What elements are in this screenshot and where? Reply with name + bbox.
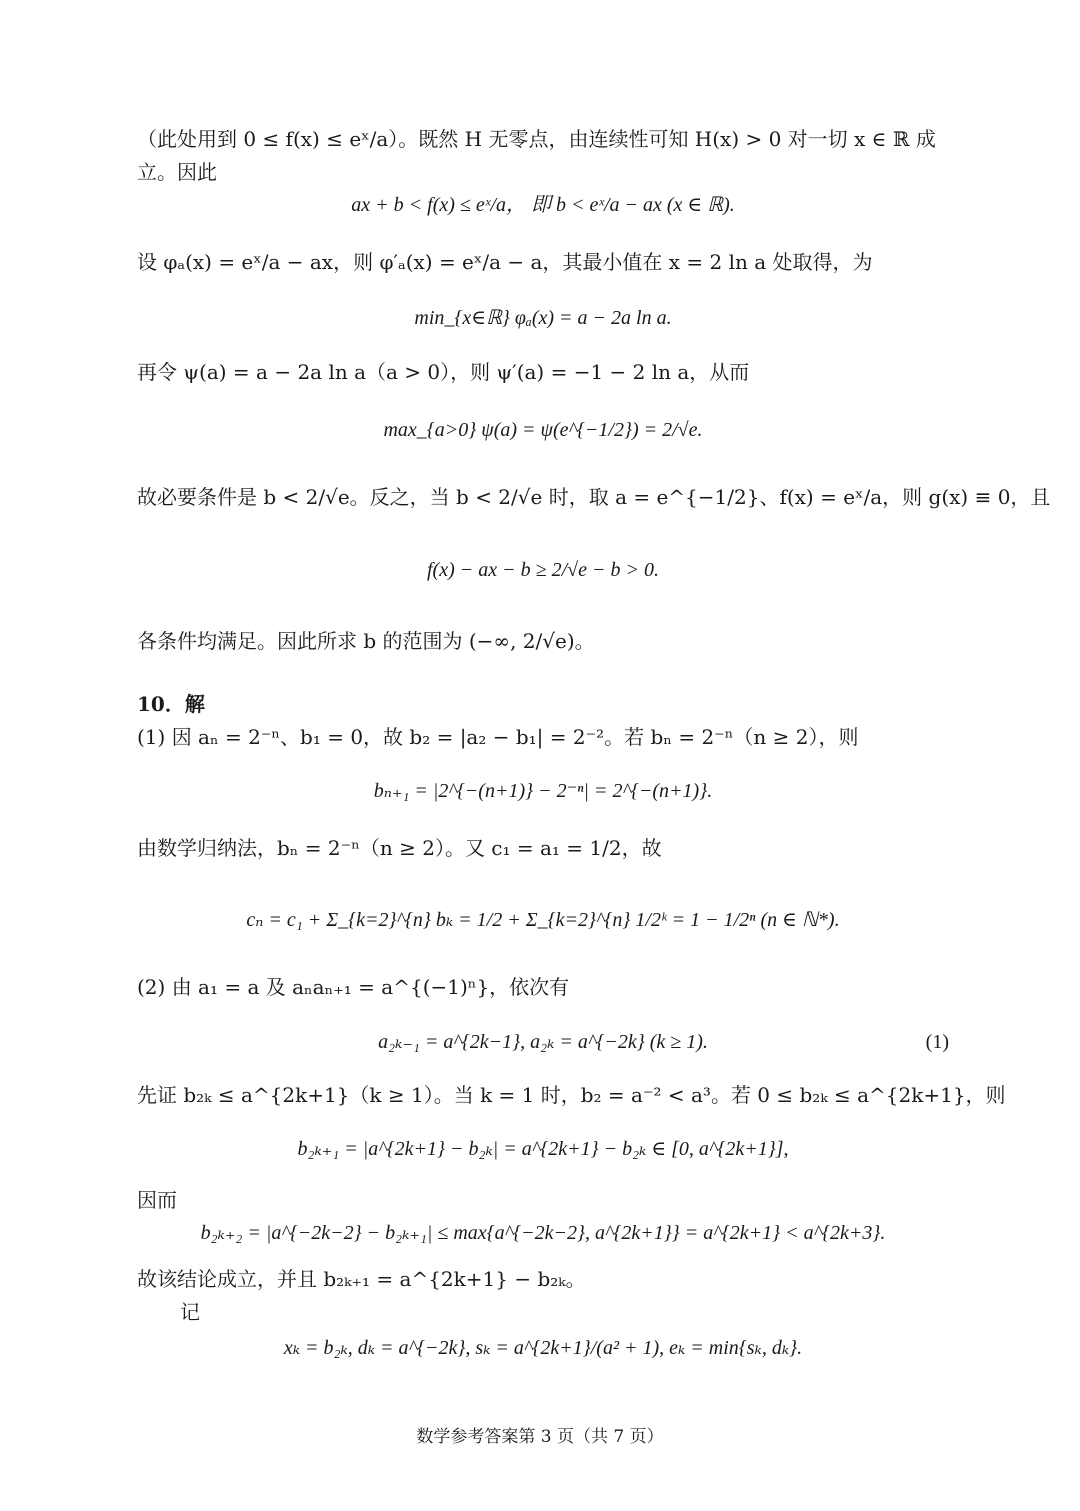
equation-number: (1) (925, 1031, 949, 1053)
display-equation: cₙ = c₁ + Σ_{k=2}^{n} bₖ = 1/2 + Σ_{k=2}^{n} 1/2ᵏ = 1 − 1/2ⁿ (n ∈ ℕ*). (246, 909, 840, 931)
text-line: 先证 b₂ₖ ≤ a^{2k+1}（k ≥ 1）。当 k = 1 时，b₂ = a⁻² < a³。若 0 ≤ b₂ₖ ≤ a^{2k+1}，则 (137, 1083, 1006, 1107)
equation-body: a₂ₖ₋₁ = a^{2k−1}, a₂ₖ = a^{−2k} (k ≥ 1). (378, 1031, 708, 1053)
display-equation (137, 1027, 949, 1057)
text-line: （此处用到 0 ≤ f(x) ≤ eˣ/a）。既然 H 无零点，由连续性可知 H(x) > 0 对一切 x ∈ ℝ 成 (137, 127, 936, 151)
text-line: 设 φₐ(x) = eˣ/a − ax，则 φ′ₐ(x) = eˣ/a − a，其最小值在 x = 2 ln a 处取得，为 (137, 250, 873, 274)
display-equation: max_{a>0} ψ(a) = ψ(e^{−1/2}) = 2/√e. (383, 419, 703, 441)
display-equation: ax + b < f(x) ≤ eˣ/a， 即 b < eˣ/a − ax (x ∈ ℝ). (351, 194, 735, 216)
text-line: 故必要条件是 b < 2/√e。反之，当 b < 2/√e 时，取 a = e^{−1/2}、f(x) = eˣ/a，则 g(x) ≡ 0，且 (137, 485, 1051, 509)
display-equation: xₖ = b₂ₖ, dₖ = a^{−2k}, sₖ = a^{2k+1}/(a² + 1), eₖ = min{sₖ, dₖ}. (283, 1337, 803, 1359)
text-line: 各条件均满足。因此所求 b 的范围为 (−∞, 2/√e)。 (137, 629, 595, 653)
problem-heading: 10．解 (137, 692, 205, 716)
display-equation: bₙ₊₁ = |2^{−(n+1)} − 2⁻ⁿ| = 2^{−(n+1)}. (373, 780, 713, 802)
text-line: 立。因此 (137, 160, 217, 184)
text-line: 由数学归纳法，bₙ = 2⁻ⁿ（n ≥ 2）。又 c₁ = a₁ = 1/2，故 (137, 836, 662, 860)
display-equation: b₂ₖ₊₁ = |a^{2k+1} − b₂ₖ| = a^{2k+1} − b₂ₖ ∈ [0, a^{2k+1}], (297, 1138, 789, 1160)
display-equation: f(x) − ax − b ≥ 2/√e − b > 0. (426, 559, 659, 581)
text-line: 记 (180, 1300, 200, 1324)
page-footer: 数学参考答案第 3 页（共 7 页） (416, 1427, 664, 1447)
text-line: (1) 因 aₙ = 2⁻ⁿ、b₁ = 0，故 b₂ = |a₂ − b₁| = 2⁻²。若 bₙ = 2⁻ⁿ（n ≥ 2），则 (137, 725, 859, 749)
display-equation: b₂ₖ₊₂ = |a^{−2k−2} − b₂ₖ₊₁| ≤ max{a^{−2k−2}, a^{2k+1}} = a^{2k+1} < a^{2k+3}. (200, 1222, 886, 1244)
display-equation: min_{x∈ℝ} φₐ(x) = a − 2a ln a. (414, 307, 672, 329)
text-line: 因而 (137, 1188, 177, 1212)
text-line: 再令 ψ(a) = a − 2a ln a（a > 0），则 ψ′(a) = −1 − 2 ln a，从而 (137, 360, 750, 384)
text-line: (2) 由 a₁ = a 及 aₙaₙ₊₁ = a^{(−1)ⁿ}，依次有 (137, 975, 570, 999)
text-line: 故该结论成立，并且 b₂ₖ₊₁ = a^{2k+1} − b₂ₖ。 (137, 1267, 586, 1291)
